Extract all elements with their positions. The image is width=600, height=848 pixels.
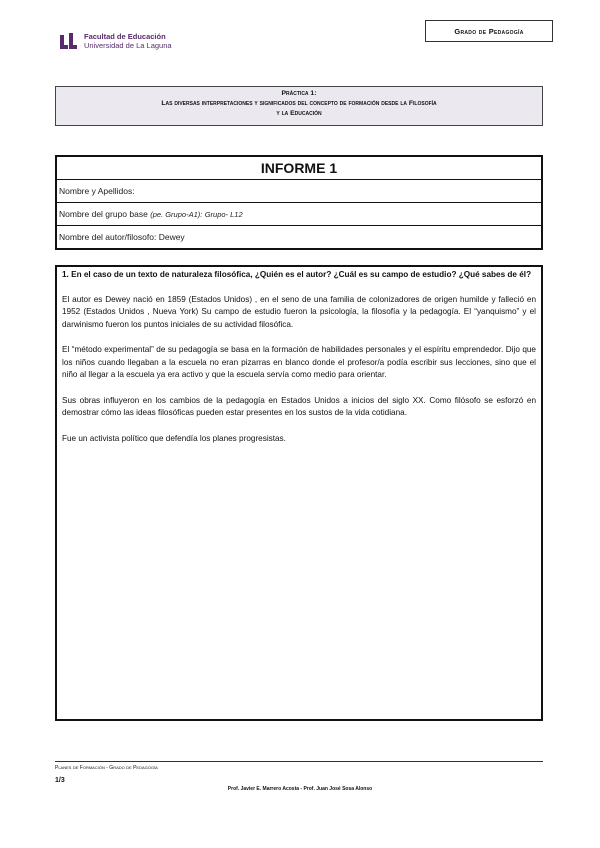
question-heading: 1. En el caso de un texto de naturaleza filosófica, ¿Quién es el autor? ¿Cuál es su campo de estudio? ¿Qué sabes de él? xyxy=(62,270,532,279)
answer-paragraph: El autor es Dewey nació en 1859 (Estados Unidos) , en el seno de una familia de colonizadores de origen humilde y falleció en 1952 (Estados Unidos , Nueva York) Su campo de estudio fueron la psicología, la filosofía y la pedagogía. El “yanquismo” y el darwinismo fueron los puntos iniciales de su actividad filosófica. xyxy=(62,294,536,329)
footer-authors: Prof. Javier E. Marrero Acosta - Prof. Juan José Sosa Alonso xyxy=(227,786,373,792)
practice-header xyxy=(55,86,543,126)
footer-divider xyxy=(55,761,543,762)
group-label: Nombre del grupo base xyxy=(59,209,148,219)
group-row[interactable] xyxy=(57,203,541,226)
report-title: INFORME 1 xyxy=(57,157,541,180)
answer-box xyxy=(55,265,543,721)
author-value: Dewey xyxy=(158,232,185,242)
author-label: Nombre del autor/filosofo: xyxy=(59,232,157,242)
faculty-logo xyxy=(58,31,188,53)
ull-logo-icon xyxy=(58,33,80,49)
group-value: Grupo- L12 xyxy=(204,210,243,219)
practice-title-cont: y la Educación xyxy=(276,110,322,117)
group-example: (pe. Grupo-A1): xyxy=(150,210,203,219)
author-row[interactable] xyxy=(57,226,541,248)
answer-paragraph: Fue un activista político que defendía los planes progresistas. xyxy=(62,433,286,443)
page-number: 1/3 xyxy=(55,777,65,784)
answer-paragraph: El “método experimental” de su pedagogía se basa en la formación de habilidades personales y el espíritu emprendedor. Dijo que los niños cuando llegaban a la escuela no eran pizarras en blanco donde el profesor/a podía escribir sus lecciones, sino que el niño al llegar a la escuela ya era activo y que la escuela servía como medio para orientar. xyxy=(62,345,536,379)
practice-title: Las diversas interpretaciones y significados del concepto de formación desde la Filosofía xyxy=(161,100,437,107)
name-row[interactable] xyxy=(57,180,541,203)
name-label: Nombre y Apellidos: xyxy=(59,186,135,196)
practice-number: Práctica 1: xyxy=(281,90,317,97)
report-info-table xyxy=(55,155,543,250)
logo-university-name: Universidad de La Laguna xyxy=(84,41,172,50)
degree-label: Grado de Pedagogía xyxy=(425,20,553,42)
footer-course: Planes de Formación - Grado de Pedagogía xyxy=(55,765,158,771)
logo-faculty-name: Facultad de Educación xyxy=(84,32,166,41)
answer-paragraph: Sus obras influyeron en los cambios de la pedagogía en Estados Unidos a inicios del siglo XX. Como filósofo se esforzó en demostrar cómo las ideas filosóficas pueden estar presentes en los sustos de la vida cotidiana. xyxy=(62,395,536,417)
